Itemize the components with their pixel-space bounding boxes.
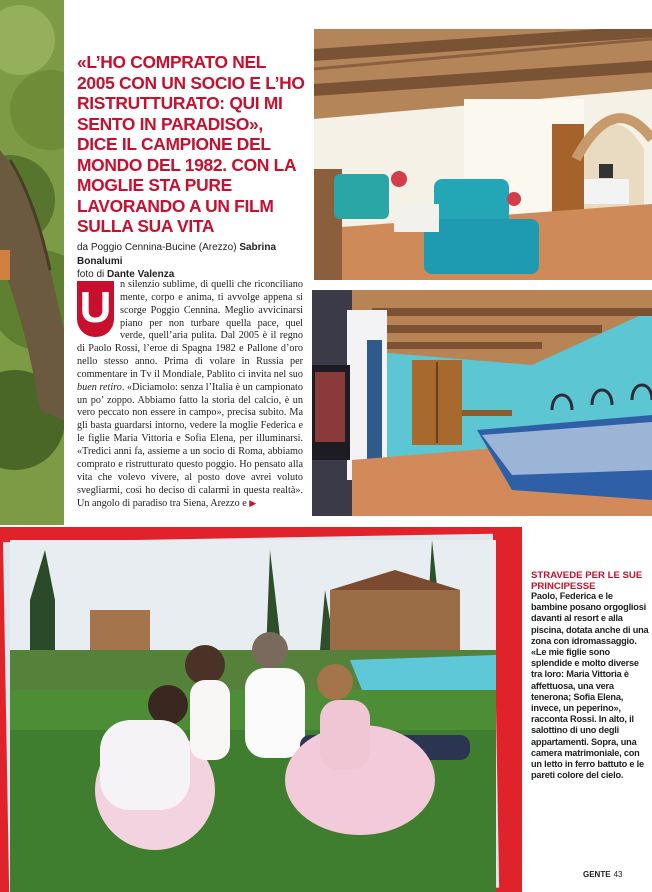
body-text-1: n silenzio sublime, di quelli che riconciliano mente, corpo e anima, ti avvolge appena si scorge Poggio Cennina. Meglio avvicinarsi piano per non turbare quella pace, quel verde, quell’aria pulita. Dal 2005 è il regno di Paolo Rossi, l’eroe di Spagna 1982 e Pallone d’oro nello stesso anno. Prima di volare in Russia per commentare in Tv il Mondiale, Pablito ci invita nel suo [77, 279, 303, 380]
drop-cap: U [77, 281, 114, 337]
page-folio [583, 870, 622, 879]
family-illustration [0, 530, 520, 892]
continue-arrow-icon: ▶ [249, 498, 257, 509]
tree-photo [0, 0, 64, 525]
body-text-italic: buen retiro [77, 381, 122, 393]
credits-photographer: Dante Valenza [107, 269, 175, 280]
credits-author: Sabrina Bonalumi [77, 242, 277, 267]
living-room-photo [314, 29, 652, 280]
caption-text: Paolo, Federica e le bambine posano orgogliosi davanti al resort e alla piscina, dotata anche di una zona con idromassaggio. «Le mie figlie sono splendide e molto diverse tra loro: Maria Vittoria è affettuosa, una vera tenerona; Sofia Elena, invece, un peperino», racconta Rossi. In alto, il salottino di uno degli appartamenti. Sopra, una camera matrimoniale, con un letto in ferro battuto e le pareti colore del cielo. [531, 591, 649, 781]
caption-title: STRAVEDE PER LE SUE PRINCIPESSE [531, 570, 643, 592]
page-number: 43 [613, 870, 623, 879]
headline: «L’HO COMPRATO NEL 2005 CON UN SOCIO E L’HO RISTRUTTURATO: QUI MI SENTO IN PARADISO», DICE IL CAMPIONE DEL MONDO DEL 1982. CON LA MOGLIE STA PURE LAVORANDO A UN FILM SULLA SUA VITA [77, 52, 305, 236]
credits-photo-prefix: foto di [77, 269, 105, 280]
bedroom-illustration [312, 290, 652, 516]
credits [77, 241, 312, 282]
article-body [77, 279, 303, 511]
living-room-illustration [314, 29, 652, 280]
family-photo [0, 530, 520, 892]
bedroom-photo [312, 290, 652, 516]
body-text-2: . «Diciamolo: senza l’Italia è un campionato un po’ zoppo. Abbiamo fatto la storia del calcio, è un vero peccato non essere in campo», precisa subito. Ma gli basta guardarsi intorno, vedere la moglie Federica e le figlie Maria Vittoria e Sofia Elena, per illuminarsi. «Tredici anni fa, assieme a un socio di Roma, abbiamo comprato e ristrutturato questo poggio. Ho pensato alla vita che volevo vivere, al posto dove avrei voluto svegliarmi, così ho deciso di calarmi in questa realtà». Un angolo di paradiso tra Siena, Arezzo e [77, 381, 303, 510]
tree-illustration [0, 0, 64, 525]
magazine-name: GENTE [583, 870, 611, 879]
credits-location: da Poggio Cennina-Bucine (Arezzo) [77, 242, 237, 253]
